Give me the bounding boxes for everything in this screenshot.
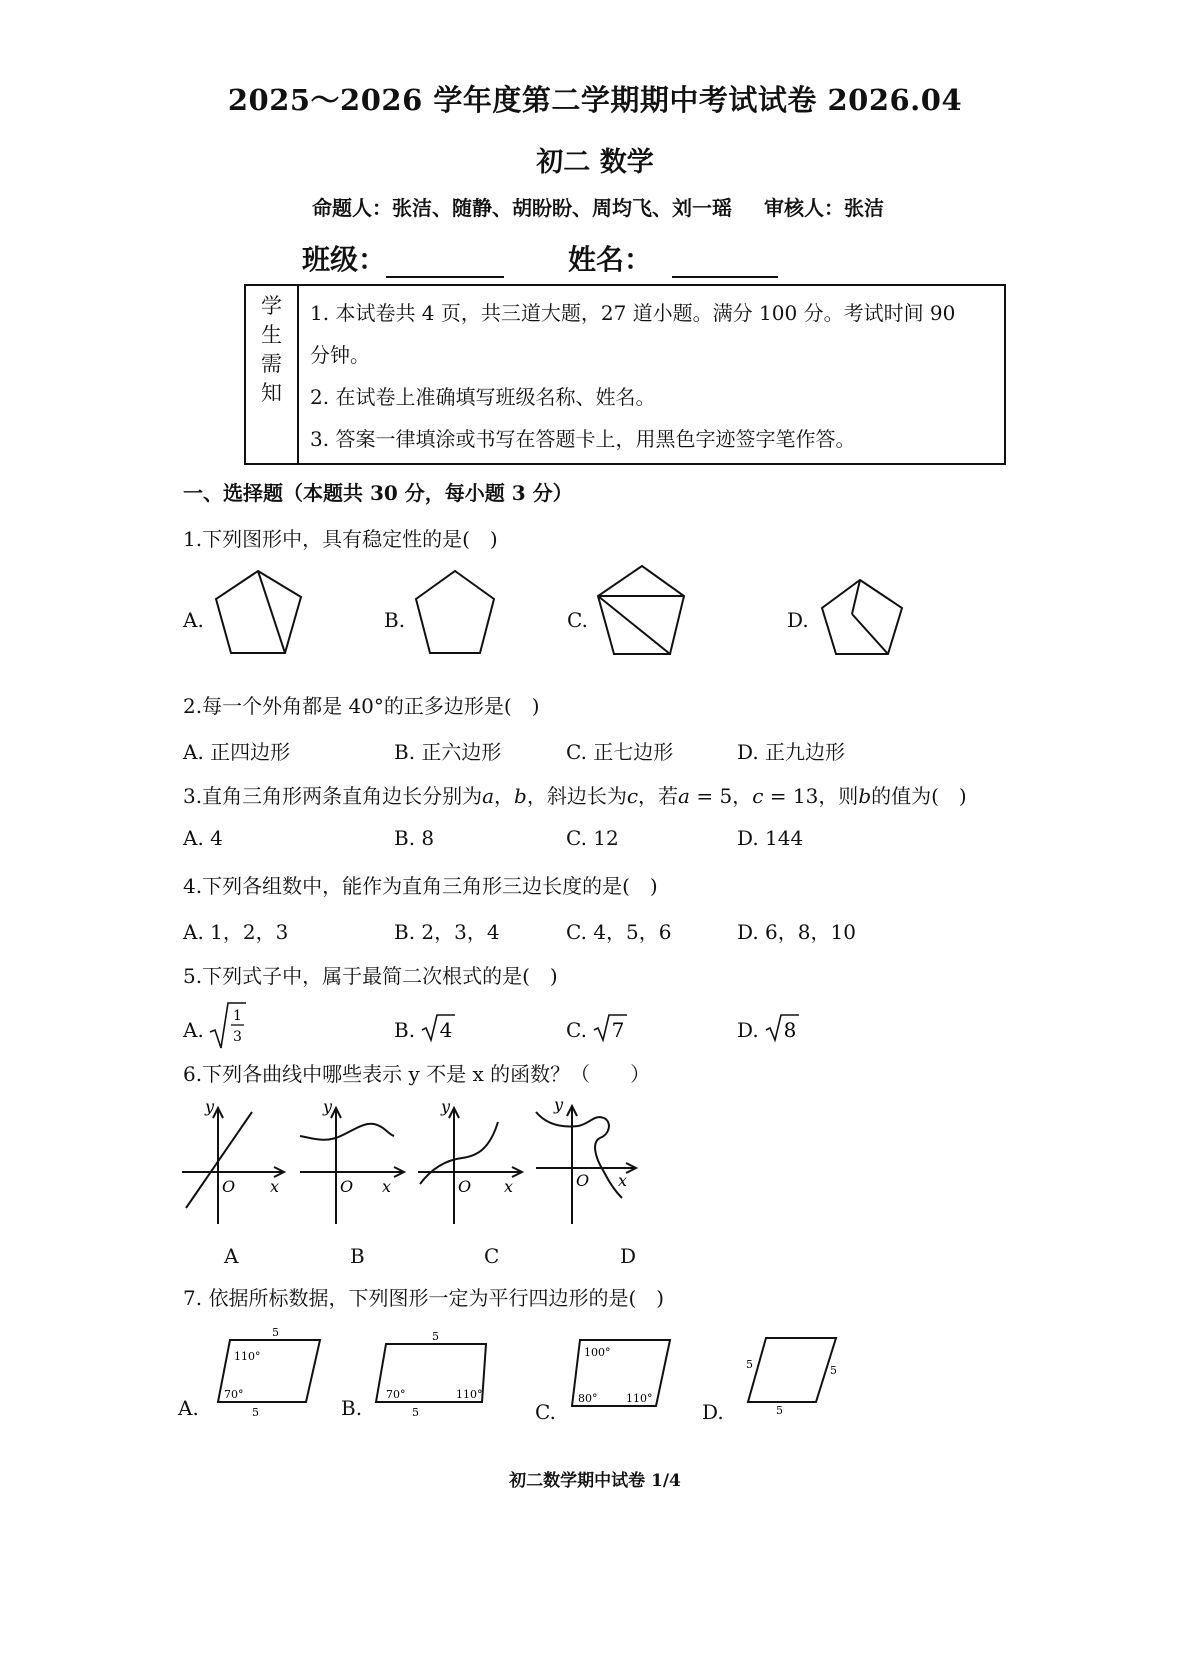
class-label: 班级： <box>302 243 387 276</box>
axis-x-label: x <box>504 1177 514 1196</box>
authors: 命题人：张洁、随静、胡盼盼、周均飞、刘一瑶 <box>312 196 732 220</box>
axis-y-label: y <box>323 1097 333 1116</box>
q7-option-d-label: D. <box>702 1400 724 1424</box>
q7-figure-c <box>566 1332 678 1410</box>
notice-line: 1. 本试卷共 4 页，共三道大题，27 道小题。满分 100 分。考试时间 90 <box>310 301 956 325</box>
q4-option-c: C. 4，5，6 <box>566 920 672 944</box>
q7-a-angle2: 70° <box>224 1388 244 1401</box>
q3-text: 3.直角三角形两条直角边长分别为 <box>183 784 483 808</box>
q7-option-b-label: B. <box>341 1396 363 1420</box>
page-footer: 初二数学期中试卷 1/4 <box>509 1471 681 1491</box>
q5-fraction-denominator: 3 <box>233 1029 242 1045</box>
notice-line: 分钟。 <box>310 343 370 367</box>
origin-label: O <box>576 1171 590 1190</box>
axis-y-label: y <box>205 1097 215 1116</box>
q3-option-d: D. 144 <box>737 826 804 850</box>
question-4-stem: 4.下列各组数中，能作为直角三角形三边长度的是( ) <box>183 874 658 898</box>
q2-option-b: B. 正六边形 <box>394 740 502 764</box>
class-field <box>302 238 504 278</box>
q6-graph-b <box>296 1098 408 1228</box>
axis-x-label: x <box>382 1177 392 1196</box>
q3-var-a: a <box>678 784 690 808</box>
q5-radicand-b: 4 <box>439 1018 453 1042</box>
question-7-stem: 7. 依据所标数据，下列图形一定为平行四边形的是( ) <box>183 1286 665 1310</box>
q7-c-angle3: 110° <box>626 1392 653 1405</box>
q3-var-c: c <box>752 784 764 808</box>
q1-option-d-label: D. <box>787 608 809 632</box>
axis-y-label: y <box>441 1097 451 1116</box>
q1-option-c-label: C. <box>567 608 588 632</box>
axis-x-label: x <box>618 1171 628 1190</box>
q7-b-bottom-length: 5 <box>412 1406 419 1419</box>
q5-fraction-numerator: 1 <box>233 1008 242 1024</box>
q3-var-c: c <box>626 784 639 808</box>
reviewer: 审核人：张洁 <box>764 196 884 220</box>
q3-option-a: A. 4 <box>183 826 223 850</box>
q1-figure-b <box>410 567 500 662</box>
q7-option-c-label: C. <box>535 1400 556 1424</box>
question-1-stem: 1.下列图形中，具有稳定性的是( ) <box>183 527 498 551</box>
q6-graph-b-label: B <box>350 1244 365 1268</box>
q5-option-b-label: B. <box>394 1018 416 1042</box>
q6-graph-c-label: C <box>484 1244 500 1268</box>
q1-figure-d <box>816 576 911 666</box>
q7-c-angle2: 80° <box>578 1392 598 1405</box>
q7-d-right-length: 5 <box>830 1364 837 1377</box>
q7-b-angle1: 70° <box>386 1388 406 1401</box>
notice-heading <box>246 286 299 463</box>
student-notice-box <box>244 284 1006 465</box>
question-5-stem: 5.下列式子中，属于最简二次根式的是( ) <box>183 964 558 988</box>
q4-option-b: B. 2，3，4 <box>394 920 500 944</box>
q7-option-a-label: A. <box>178 1396 199 1420</box>
q3-text: = 5， <box>689 784 753 808</box>
q1-option-a-label: A. <box>183 608 204 632</box>
q3-text: = 13，则 <box>763 784 859 808</box>
origin-label: O <box>340 1177 354 1196</box>
q6-graph-c <box>414 1098 526 1228</box>
name-label: 姓名： <box>568 243 653 276</box>
q7-d-bottom-length: 5 <box>776 1404 783 1417</box>
exam-authors-line <box>312 192 884 221</box>
exam-title: 2025～2026 学年度第二学期期中考试试卷 2026.04 <box>227 83 963 117</box>
q1-figure-c <box>592 562 692 662</box>
origin-label: O <box>222 1177 236 1196</box>
notice-head-char: 生 <box>261 323 282 347</box>
q5-option-b-radical <box>421 1012 457 1044</box>
q5-radicand-d: 8 <box>783 1018 797 1042</box>
axis-y-label: y <box>554 1095 564 1114</box>
q7-d-left-length: 5 <box>746 1358 753 1371</box>
q3-var-b: b <box>514 784 527 808</box>
q4-option-a: A. 1，2，3 <box>183 920 289 944</box>
exam-subject: 初二 数学 <box>536 147 654 178</box>
q3-text: ，若 <box>638 784 679 808</box>
q2-option-a: A. 正四边形 <box>183 740 291 764</box>
notice-text <box>310 292 1000 460</box>
q7-figure-b <box>372 1326 490 1419</box>
section-heading: 一、选择题（本题共 30 分，每小题 3 分） <box>183 481 573 505</box>
q6-graph-d <box>532 1094 644 1228</box>
q1-option-b-label: B. <box>384 608 406 632</box>
q3-text: ，斜边长为 <box>526 784 627 808</box>
q3-text: 的值为( ) <box>871 784 967 808</box>
q7-b-angle2: 110° <box>456 1388 483 1401</box>
q2-option-d: D. 正九边形 <box>737 740 846 764</box>
q6-graph-d-label: D <box>620 1244 637 1268</box>
q6-graph-a-label: A <box>224 1244 239 1268</box>
class-blank[interactable] <box>386 246 504 278</box>
q7-a-bottom-length: 5 <box>252 1406 259 1419</box>
question-3-stem <box>183 780 967 809</box>
q5-option-c-label: C. <box>566 1018 587 1042</box>
q3-var-b: b <box>858 784 872 808</box>
name-blank[interactable] <box>672 246 778 278</box>
notice-line: 2. 在试卷上准确填写班级名称、姓名。 <box>310 385 656 409</box>
q3-text: ， <box>494 784 515 808</box>
q5-option-c-radical <box>593 1012 629 1044</box>
q5-option-d-radical <box>765 1012 801 1044</box>
q5-option-d-label: D. <box>737 1018 759 1042</box>
q7-c-angle1: 100° <box>584 1346 611 1359</box>
q3-var-a: a <box>482 784 495 808</box>
q7-a-top-length: 5 <box>272 1326 279 1339</box>
notice-head-char: 需 <box>261 352 282 376</box>
q7-b-top-length: 5 <box>432 1330 439 1343</box>
origin-label: O <box>458 1177 472 1196</box>
q3-option-b: B. 8 <box>394 826 435 850</box>
notice-head-char: 知 <box>261 381 282 405</box>
name-field <box>568 238 778 278</box>
q3-option-c: C. 12 <box>566 826 619 850</box>
q6-graph-a <box>178 1098 288 1228</box>
q2-option-c: C. 正七边形 <box>566 740 674 764</box>
q7-a-angle1: 110° <box>234 1350 261 1363</box>
q1-figure-a <box>210 567 310 662</box>
q5-option-a-label: A. <box>183 1018 204 1042</box>
q4-option-d: D. 6，8，10 <box>737 920 856 944</box>
q5-radicand-c: 7 <box>611 1018 625 1042</box>
notice-head-char: 学 <box>261 294 282 318</box>
notice-line: 3. 答案一律填涂或书写在答题卡上，用黑色字迹签字笔作答。 <box>310 427 856 451</box>
question-6-stem: 6.下列各曲线中哪些表示 y 不是 x 的函数？（ ） <box>183 1062 651 1086</box>
q7-figure-a <box>210 1324 322 1419</box>
axis-x-label: x <box>270 1177 280 1196</box>
q7-figure-d <box>744 1330 842 1416</box>
q5-option-a-radical <box>208 1000 248 1052</box>
question-2-stem: 2.每一个外角都是 40°的正多边形是( ) <box>183 694 540 718</box>
